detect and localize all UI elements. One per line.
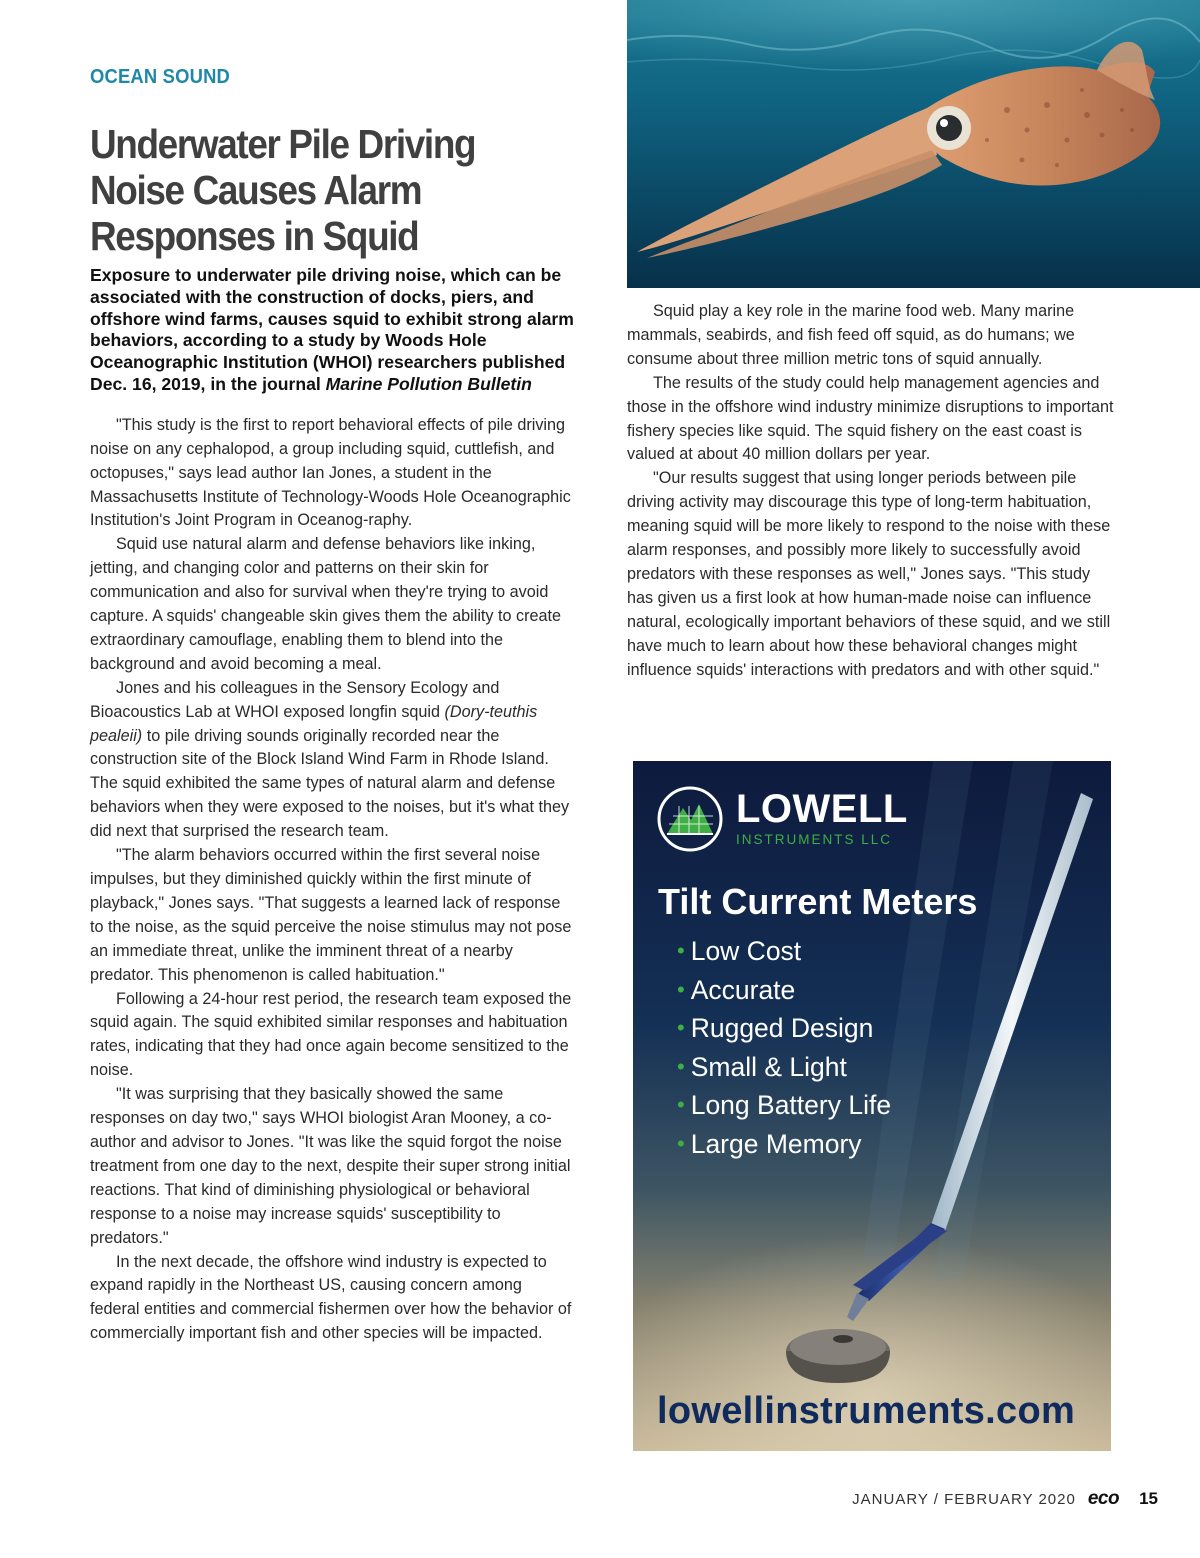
article-body-left xyxy=(90,414,574,1346)
bullet-icon: • xyxy=(677,1015,685,1041)
lowell-logo-icon xyxy=(657,786,723,852)
ad-title: Tilt Current Meters xyxy=(658,881,978,922)
paragraph: "This study is the first to report behavioral effects of pile driving noise on any cephalopod, a group including squid, cuttlefish, and octopuses," says lead author Ian Jones, a student in the Massachusetts Institute of Technology-Woods Hole Oceanographic Institution's Joint Program in Oceanog-raphy. xyxy=(90,415,571,530)
paragraph: Squid play a key role in the marine food web. Many marine mammals, seabirds, and fish feed off squid, as do humans; we consume about three million metric tons of squid annually. xyxy=(627,302,1075,368)
ad-feature-item xyxy=(677,933,891,972)
page-footer xyxy=(852,1489,1158,1509)
article-deck xyxy=(90,265,574,396)
ad-website-link[interactable]: lowellinstruments.com xyxy=(657,1390,1076,1432)
bullet-icon: • xyxy=(677,1053,685,1079)
ad-feature-item xyxy=(677,1087,891,1126)
paragraph-text: to pile driving sounds originally recorded near the construction site of the Block Island Wind Farm in Rhode Island. The squid exhibited the same types of natural alarm and defense behaviors when they were exposed to the noises, but it's what they did next that surprised the research team. xyxy=(90,726,570,841)
issue-date: JANUARY / FEBRUARY 2020 xyxy=(852,1490,1076,1508)
bullet-icon: • xyxy=(677,976,685,1002)
ad-brand-name: LOWELL xyxy=(736,787,908,831)
species-name: (Dory-teuthis pealeii) xyxy=(90,702,538,745)
paragraph-text: Jones and his colleagues in the Sensory Ecology and Bioacoustics Lab at WHOI exposed longfin squid xyxy=(90,678,500,721)
bullet-icon: • xyxy=(677,1130,685,1156)
paragraph xyxy=(90,677,574,844)
ad-feature-item xyxy=(677,1049,891,1088)
magazine-logo: eco xyxy=(1087,1488,1120,1509)
ad-feature-list xyxy=(677,933,891,1165)
deck-text: Exposure to underwater pile driving noise, which can be associated with the construction of docks, piers, and offshore wind farms, causes squid to exhibit strong alarm behaviors, according to a study by Woods Hole Oceanographic Institution (WHOI) researchers published Dec. 16, 2019, in the journal xyxy=(90,265,574,394)
ad-feature-text: Rugged Design xyxy=(690,1013,874,1044)
paragraph: In the next decade, the offshore wind industry is expected to expand rapidly in the Northeast US, causing concern among federal entities and commercial fishermen over how the behavior of commercially important fish and other species will be impacted. xyxy=(90,1252,572,1343)
ad-brand-subtitle: INSTRUMENTS LLC xyxy=(736,832,893,847)
paragraph: Squid use natural alarm and defense behaviors like inking, jetting, and changing color and patterns on their skin for communication and also for survival when they're trying to avoid capture. A squids' changeable skin gives them the ability to create extraordinary camouflage, enabling them to blend into the background and avoid becoming a meal. xyxy=(90,535,562,673)
article-left-column xyxy=(90,66,574,1346)
paragraph: Following a 24-hour rest period, the research team exposed the squid again. The squid exhibited similar responses and habituation rates, indicating that they had once again become sensitized to the noise. xyxy=(90,989,572,1080)
bullet-icon: • xyxy=(677,1092,685,1118)
ad-feature-text: Accurate xyxy=(690,974,796,1005)
ad-feature-text: Long Battery Life xyxy=(690,1090,892,1121)
deck-journal: Marine Pollution Bulletin xyxy=(325,373,532,394)
paragraph: The results of the study could help management agencies and those in the offshore wind industry minimize disruptions to important fishery species like squid. The squid fishery on the east coast is valued at about 40 million dollars per year. xyxy=(627,373,1114,464)
lowell-advertisement[interactable] xyxy=(633,761,1111,1451)
paragraph: "It was surprising that they basically showed the same responses on day two," says WHOI biologist Aran Mooney, a co-author and advisor to Jones. "It was like the squid forgot the noise treatment from one day to the next, despite their super strong initial reactions. That kind of diminishing physiological or behavioral response to a noise may increase squids' susceptibility to predators." xyxy=(90,1085,571,1247)
page-number: 15 xyxy=(1139,1489,1158,1508)
paragraph: "The alarm behaviors occurred within the first several noise impulses, but they diminished quickly within the first minute of playback," Jones says. "That suggests a learned lack of response to the noise, as the squid perceive the noise stimulus may not pose an immediate threat, unlike the imminent threat of a nearby predator. This phenomenon is called habituation." xyxy=(90,846,572,984)
article-body-right xyxy=(627,300,1117,683)
page-title: Underwater Pile Driving Noise Causes Alarm Responses in Squid xyxy=(90,121,476,259)
ad-feature-text: Low Cost xyxy=(690,936,802,966)
ad-feature-text: Large Memory xyxy=(690,1128,862,1159)
squid-photo xyxy=(627,0,1200,288)
bullet-icon: • xyxy=(677,938,685,963)
paragraph: "Our results suggest that using longer periods between pile driving activity may discourage this type of long-term habituation, meaning squid will be more likely to respond to the noise with these alarm responses, and possibly more likely to successfully avoid predators with these responses as well," Jones says. "This study has given us a first look at how human-made noise can influence natural, ecologically important behaviors of these squid, and we still have much to learn about how these behavioral changes might influence squids' interactions with predators and with other squid." xyxy=(627,469,1111,679)
squid-illustration xyxy=(627,0,1200,288)
ad-feature-item xyxy=(677,972,891,1011)
ad-feature-text: Small & Light xyxy=(690,1051,847,1082)
section-label: OCEAN SOUND xyxy=(90,66,231,88)
ad-feature-item xyxy=(677,1126,891,1165)
ad-feature-item xyxy=(677,1010,891,1049)
